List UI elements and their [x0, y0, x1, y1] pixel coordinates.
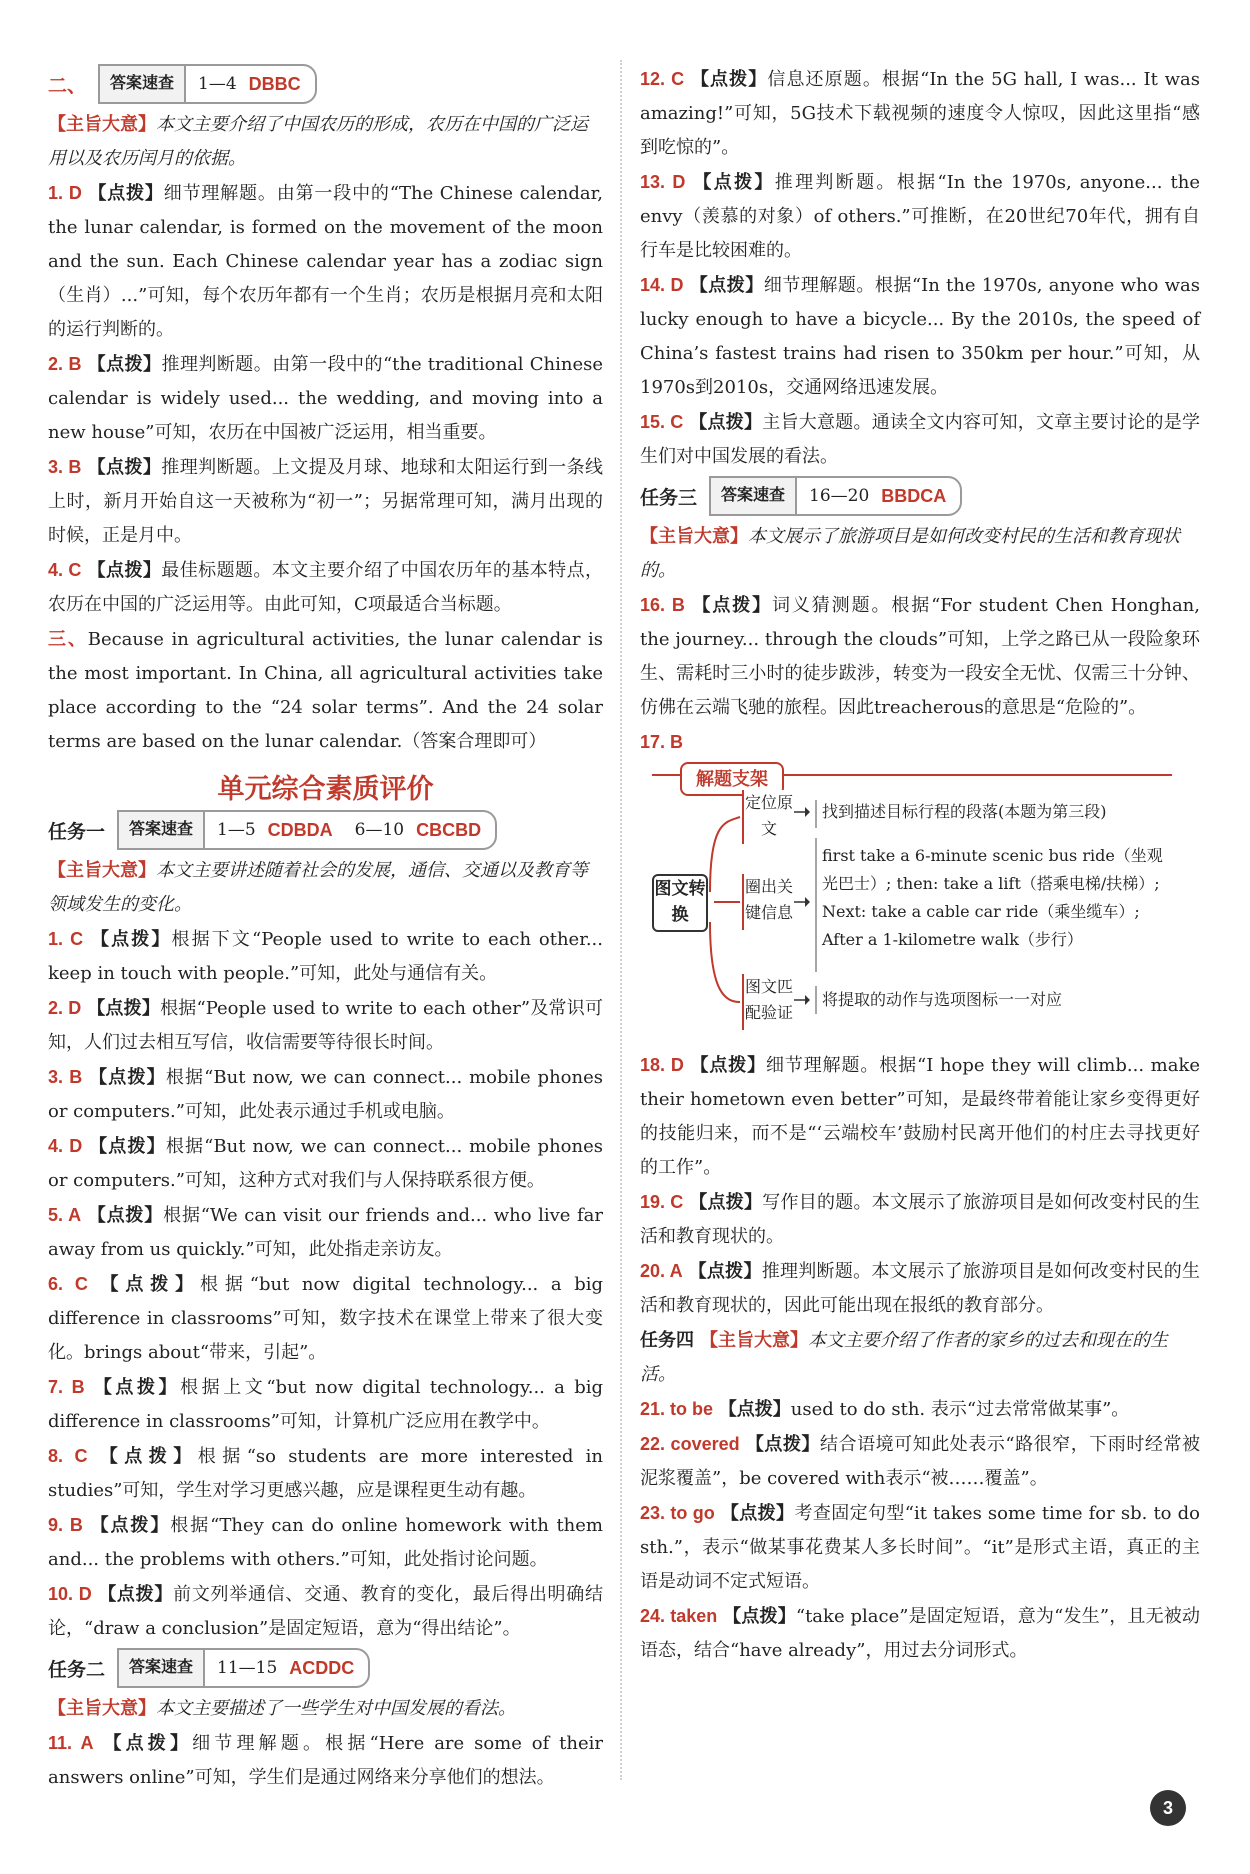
node-verify: 图文匹配验证	[742, 974, 794, 1030]
hint-tag: 【点拨】	[100, 1274, 201, 1294]
item-number: 1. C	[48, 929, 84, 949]
answer-item	[640, 588, 1200, 725]
item-number: 4. D	[48, 1136, 83, 1156]
item-text: 根据“We can visit our friends and... who live far away from us quickly.”可知，此处指走亲访友。	[48, 1205, 603, 1260]
item-text: 根据“But now, we can connect... mobile phones or computers.”可知，此处表示通过手机或电脑。	[48, 1067, 603, 1122]
diagram-title: 解题支架	[680, 762, 784, 796]
hint-tag: 【点拨】	[718, 1399, 791, 1419]
answer-item	[48, 991, 603, 1060]
answer-item	[640, 1599, 1200, 1668]
item-text: 根据“But now, we can connect... mobile phones or computers.”可知，这种方式对我们与人保持联系很方便。	[48, 1136, 603, 1191]
answer-item	[48, 922, 603, 991]
answer-box	[117, 1648, 370, 1688]
answer-item	[48, 1198, 603, 1267]
main-idea	[48, 854, 603, 922]
task-1-items	[48, 922, 603, 1646]
hint-tag: 【点拨】	[688, 1261, 762, 1281]
answer-item	[48, 1370, 603, 1439]
item-text: 主旨大意题。通读全文内容可知，文章主要讨论的是学生们对中国发展的看法。	[640, 412, 1201, 467]
item-number: 2. B	[48, 354, 82, 374]
item-number: 4. C	[48, 560, 82, 580]
desc-verify: 将提取的动作与选项图标一一对应	[822, 990, 1063, 1009]
item-text: 根据“People used to write to each other”及常识可知，人们过去相互写信，收信需要等待很长时间。	[48, 998, 603, 1053]
item-number: 20. A	[640, 1261, 683, 1281]
item-number: 3. B	[48, 457, 82, 477]
answer-item	[48, 1129, 603, 1198]
task-1-header	[48, 810, 603, 850]
item-text: 根据“so students are more interested in studies”可知，学生对学习更感兴趣，应是课程更生动有趣。	[48, 1446, 604, 1501]
answer-tag: 答案速查	[119, 1650, 205, 1686]
item-text: 细节理解题。根据“In the 1970s, anyone who was lucky enough to have a bicycle... By the 2010s, the speed of China’s fastest trains had risen to 350km per hour.”可知，从1970s到2010s，交通网络迅速发展。	[640, 275, 1200, 398]
hint-tag: 【点拨】	[103, 1733, 193, 1753]
answer-item	[640, 165, 1200, 268]
main-idea-tag: 【主旨大意】	[700, 1330, 808, 1351]
answer-range: 1—4	[198, 74, 237, 94]
main-idea-tag: 【主旨大意】	[48, 114, 156, 135]
item-number: 14. D	[640, 275, 684, 295]
answer-item	[640, 1427, 1200, 1496]
page-number: 3	[1150, 1790, 1186, 1826]
hint-tag: 【点拨】	[720, 1503, 795, 1523]
item-number: 6. C	[48, 1274, 88, 1294]
right-column	[640, 62, 1200, 1668]
item-text: 细节理解题。根据“Here are some of their answers online”可知，学生们是通过网络来分享他们的想法。	[48, 1733, 603, 1788]
hint-tag: 【点拨】	[87, 1205, 164, 1225]
answer-item	[640, 1254, 1200, 1323]
item-text: 最佳标题题。本文主要介绍了中国农历年的基本特点，农历在中国的广泛运用等。由此可知，C项最适合当标题。	[48, 560, 604, 615]
main-idea-tag: 【主旨大意】	[640, 526, 748, 547]
main-idea-text: 本文主要讲述随着社会的发展，通信、交通以及教育等领域发生的变化。	[48, 860, 588, 915]
hint-tag: 【点拨】	[690, 1055, 767, 1075]
item-number: 9. B	[48, 1515, 83, 1535]
answer-item	[48, 1439, 603, 1508]
hint-tag: 【点拨】	[745, 1434, 821, 1454]
task-2-label: 任务二	[48, 1659, 106, 1681]
item-number: 24. taken	[640, 1606, 718, 1626]
item-text: 推理判断题。上文提及月球、地球和太阳运行到一条线上时，新月开始自这一天被称为“初一”；另据常理可知，满月出现的时候，正是月中。	[48, 457, 604, 546]
desc-key-info: first take a 6-minute scenic bus ride（坐观光巴士）; then: take a lift（搭乘电梯/扶梯）; Next: take a cable car ride（乘坐缆车）; After a 1-kilometre walk（步行）	[822, 846, 1163, 949]
answer-item	[48, 1508, 603, 1577]
item-number: 23. to go	[640, 1503, 715, 1523]
main-idea-text: 本文主要介绍了中国农历的形成，农历在中国的广泛运用以及农历闰月的依据。	[48, 114, 588, 169]
node-locate: 定位原文	[742, 790, 794, 844]
answer-item	[640, 1185, 1200, 1254]
item-text: 细节理解题。根据“I hope they will climb... make their hometown even better”可知，是最终带着能让家乡变得更好的技能归来，而不是“‘云端校车’鼓励村民离开他们的村庄去寻找更好的工作”。	[640, 1055, 1200, 1178]
answer-item	[48, 1726, 603, 1795]
answer-item	[640, 1496, 1200, 1599]
answer-values: ACDDC	[289, 1657, 355, 1678]
item-text: 写作目的题。本文展示了旅游项目是如何改变村民的生活和教育现状的。	[640, 1192, 1201, 1247]
main-idea	[640, 520, 1200, 588]
desc-locate: 找到描述目标行程的段落(本题为第三段)	[822, 802, 1107, 821]
section-3-text: Because in agricultural activities, the lunar calendar is the most important. In China, all agricultural activities take place according to the “24 solar terms”. And the 24 solar terms are based on the lunar calendar.（答案合理即可）	[48, 629, 604, 752]
hint-tag: 【点拨】	[88, 183, 164, 203]
item-number: 10. D	[48, 1584, 92, 1604]
hint-tag: 【点拨】	[692, 595, 773, 615]
task-4-label: 任务四	[640, 1330, 694, 1350]
item-text: 前文列举通信、交通、教育的变化，最后得出明确结论，“draw a conclusion”是固定短语，意为“得出结论”。	[48, 1584, 603, 1639]
item-number: 11. A	[48, 1733, 94, 1753]
column-divider	[620, 60, 622, 1780]
hint-tag: 【点拨】	[723, 1606, 796, 1626]
item-number: 3. B	[48, 1067, 83, 1087]
answer-item	[640, 62, 1200, 165]
item-number: 2. D	[48, 998, 82, 1018]
hint-tag: 【点拨】	[693, 172, 775, 192]
answer-item	[48, 450, 603, 553]
item-number: 18. D	[640, 1055, 684, 1075]
answer-item	[48, 553, 603, 622]
item-number: 1. D	[48, 183, 82, 203]
item-text: 推理判断题。由第一段中的“the traditional Chinese calendar is widely used... the wedding, and moving into a new house”可知，农历在中国被广泛运用，相当重要。	[48, 354, 603, 443]
answer-tag: 答案速查	[100, 66, 186, 102]
item-text: 信息还原题。根据“In the 5G hall, I was... It was amazing!”可知，5G技术下载视频的速度令人惊叹，因此这里指“感到吃惊的”。	[640, 69, 1200, 158]
item-number: 17. B	[640, 732, 684, 752]
item-number: 16. B	[640, 595, 685, 615]
answer-range: 11—15	[217, 1658, 278, 1678]
main-idea	[48, 1692, 603, 1726]
main-idea-text: 本文主要描述了一些学生对中国发展的看法。	[156, 1698, 516, 1719]
task-4-main-idea	[640, 1323, 1200, 1392]
item-number: 8. C	[48, 1446, 88, 1466]
hint-tag: 【点拨】	[89, 1067, 166, 1087]
answer-item	[640, 725, 1200, 760]
answer-item	[48, 1060, 603, 1129]
hint-tag: 【点拨】	[93, 1377, 181, 1397]
answer-values: CDBDA	[267, 819, 333, 840]
answer-range: 1—5	[217, 820, 256, 840]
item-text: 细节理解题。由第一段中的“The Chinese calendar, the lunar calendar, is formed on the movement of the moon and the sun. Each Chinese calendar year has a zodiac sign（生肖）...”可知，每个农历年都有一个生肖；农历是根据月亮和太阳的运行判断的。	[48, 183, 604, 340]
answer-values: BBDCA	[881, 485, 947, 506]
section-3-label: 三、	[48, 629, 88, 649]
answer-item	[48, 176, 603, 347]
answer-item	[48, 1577, 603, 1646]
section-3-answer	[48, 622, 603, 759]
hint-tag: 【点拨】	[99, 1446, 198, 1466]
item-number: 12. C	[640, 69, 685, 89]
answer-box	[98, 64, 317, 104]
task-1-label: 任务一	[48, 821, 106, 843]
item-number: 15. C	[640, 412, 684, 432]
hint-tag: 【点拨】	[690, 69, 768, 89]
item-text: 根据“They can do online homework with them and... the problems with others.”可知，此处指讨论问题。	[48, 1515, 603, 1570]
answer-item	[640, 1392, 1200, 1427]
main-idea-text: 本文展示了旅游项目是如何改变村民的生活和教育现状的。	[640, 526, 1180, 581]
main-idea	[48, 108, 603, 176]
answer-item	[48, 1267, 603, 1370]
left-column	[48, 62, 603, 1795]
item-text: 考查固定句型“it takes some time for sb. to do sth.”，表示“做某事花费某人多长时间”。“it”是形式主语，真正的主语是动词不定式短语。	[640, 1503, 1200, 1592]
hint-tag: 【点拨】	[98, 1584, 174, 1604]
section-2-header	[48, 64, 603, 104]
answer-range: 16—20	[809, 486, 870, 506]
hint-tag: 【点拨】	[90, 1515, 171, 1535]
hint-tag: 【点拨】	[87, 560, 162, 580]
item-number: 5. A	[48, 1205, 82, 1225]
item-number: 21. to be	[640, 1399, 714, 1419]
main-idea-text: 本文主要介绍了作者的家乡的过去和现在的生活。	[640, 1330, 1168, 1385]
hint-tag: 【点拨】	[87, 457, 162, 477]
answer-box	[709, 476, 962, 516]
answer-tag: 答案速查	[119, 812, 205, 848]
section-2-label: 二、	[48, 75, 87, 97]
answer-item	[640, 1048, 1200, 1185]
item-text: 推理判断题。本文展示了旅游项目是如何改变村民的生活和教育现状的，因此可能出现在报纸的教育部分。	[640, 1261, 1201, 1316]
task-3-header	[640, 476, 1200, 516]
item-text: 推理判断题。根据“In the 1970s, anyone... the envy（羡慕的对象）of others.”可推断，在20世纪70年代，拥有自行车是比较困难的。	[640, 172, 1200, 261]
item-text: “take place”是固定短语，意为“发生”，且无被动语态，结合“have already”，用过去分词形式。	[640, 1606, 1200, 1661]
item-text: used to do sth. 表示“过去常常做某事”。	[790, 1399, 1130, 1420]
answer-values: CBCBD	[416, 819, 482, 840]
answer-tag: 答案速查	[711, 478, 797, 514]
center-node: 图文转换	[652, 874, 708, 932]
item-number: 13. D	[640, 172, 686, 192]
unit-title: 单元综合素质评价	[217, 774, 434, 804]
item-number: 19. C	[640, 1192, 684, 1212]
item-text: 词义猜测题。根据“For student Chen Honghan, the journey... through the clouds”可知，上学之路已从一段险象环生、需耗时三小时的徒步跋涉，转变为一段安全无忧、仅需三十分钟、仿佛在云端飞驰的旅程。因此treacherous的意思是“危险的”。	[640, 595, 1200, 718]
item-text: 根据上文“but now digital technology... a big difference in classrooms”可知，计算机广泛应用在教学中。	[48, 1377, 604, 1432]
answer-item	[48, 347, 603, 450]
hint-tag: 【点拨】	[689, 275, 764, 295]
item-text: 根据下文“People used to write to each other... keep in touch with people.”可知，此处与通信有关。	[48, 929, 603, 984]
main-idea-tag: 【主旨大意】	[48, 860, 156, 881]
answer-box	[117, 810, 497, 850]
answer-item	[640, 268, 1200, 405]
task-3-label: 任务三	[640, 487, 698, 509]
item-number: 7. B	[48, 1377, 85, 1397]
item-number: 22. covered	[640, 1434, 740, 1454]
hint-tag: 【点拨】	[87, 354, 162, 374]
answer-values: DBBC	[248, 73, 301, 94]
hint-tag: 【点拨】	[87, 998, 161, 1018]
task-2-header	[48, 1648, 603, 1688]
hint-tag: 【点拨】	[91, 929, 172, 949]
hint-tag: 【点拨】	[89, 1136, 166, 1156]
answer-item	[640, 405, 1200, 474]
hint-tag: 【点拨】	[689, 412, 763, 432]
item-text: 结合语境可知此处表示“路很窄，下雨时经常被泥浆覆盖”，be covered with表示“被……覆盖”。	[640, 1434, 1201, 1489]
answer-range: 6—10	[354, 820, 405, 840]
solution-diagram	[640, 762, 1180, 1042]
item-text: 根据“but now digital technology... a big difference in classrooms”可知，数字技术在课堂上带来了很大变化。brings about“带来，引起”。	[48, 1274, 604, 1363]
hint-tag: 【点拨】	[689, 1192, 763, 1212]
node-key-info: 圈出关键信息	[742, 874, 794, 930]
main-idea-tag: 【主旨大意】	[48, 1698, 156, 1719]
